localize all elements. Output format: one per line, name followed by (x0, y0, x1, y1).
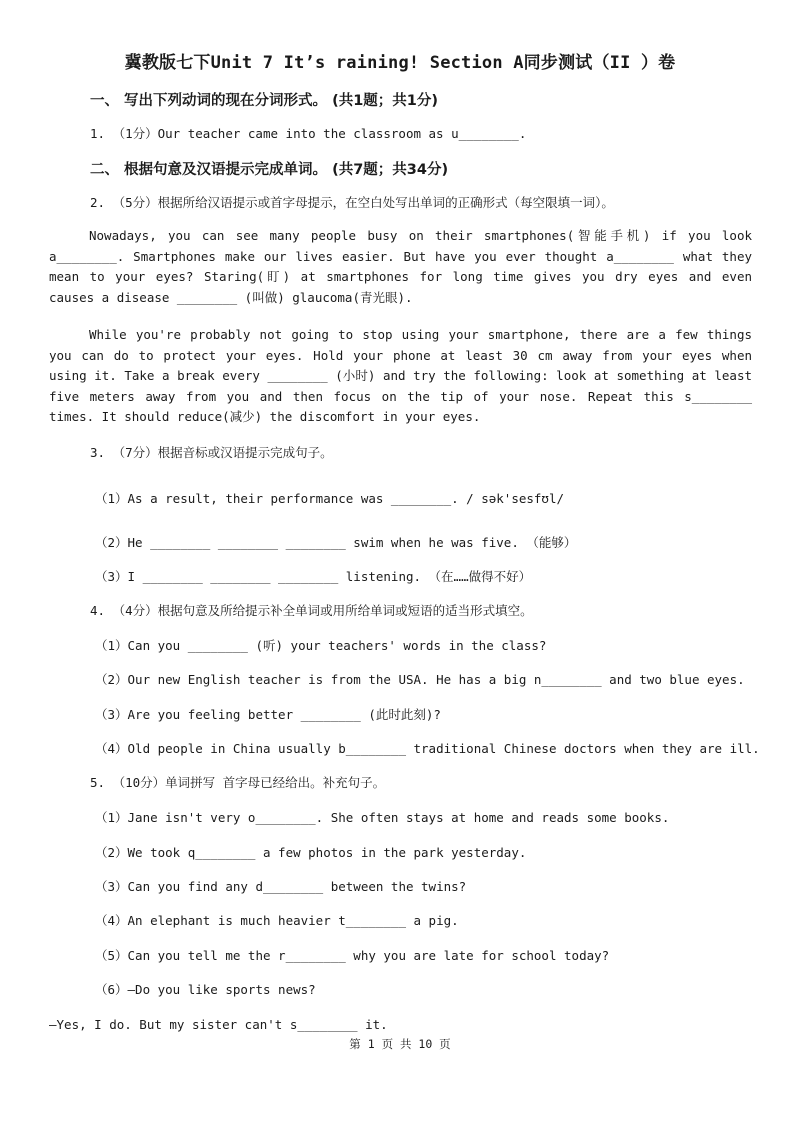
question-5-item-4: （4）An elephant is much heavier t________ a pig. (95, 913, 459, 928)
question-5-item-6: （6）—Do you like sports news? (95, 982, 316, 997)
section-heading-1: 一、 写出下列动词的现在分词形式。 (共1题；共1分) (90, 93, 439, 109)
question-4-item-4: （4）Old people in China usually b________ traditional Chinese doctors when they are ill. (95, 741, 760, 756)
question-5-item-2: （2）We took q________ a few photos in the park yesterday. (95, 845, 527, 860)
question-5-answer-line: —Yes, I do. But my sister can't s________ it. (49, 1017, 388, 1032)
question-5-item-5: （5）Can you tell me the r________ why you are late for school today? (95, 948, 610, 963)
passage-paragraph-1: Nowadays, you can see many people busy on their smartphones(智能手机) if you look a________. Smartphones make our lives easier. But have you ever thought a________ what they mean to your eyes? Staring(盯) at smartphones for long time gives you dry eyes and even causes a disease ________ (叫做) glaucoma(青光眼). (49, 228, 752, 305)
question-2-prompt: 2. （5分）根据所给汉语提示或首字母提示，在空白处写出单词的正确形式（每空限填一词）。 (90, 195, 614, 210)
passage-paragraph-2: While you're probably not going to stop using your smartphone, there are a few things you can do to protect your eyes. Hold your phone at least 30 cm away from your eyes when using it. Take a break every ________ (小时) and try the following: look at something at least five meters away from you and then focus on the tip of your nose. Repeat this s________ times. It should reduce(减少) the discomfort in your eyes. (49, 327, 752, 424)
question-3-item-1: （1）As a result, their performance was ________. / sək'sesfʊl/ (95, 491, 565, 506)
page-footer: 第 1 页 共 10 页 (349, 1037, 451, 1051)
question-3-item-2: （2）He ________ ________ ________ swim when he was five. （能够） (95, 535, 577, 550)
question-5-prompt: 5. （10分）单词拼写 首字母已经给出。补充句子。 (90, 775, 386, 790)
question-5-item-1: （1）Jane isn't very o________. She often stays at home and reads some books. (95, 810, 670, 825)
page-title: 冀教版七下Unit 7 It’s raining! Section A同步测试（II ）卷 (124, 53, 676, 73)
question-3-prompt: 3. （7分）根据音标或汉语提示完成句子。 (90, 445, 333, 460)
question-3-item-3: （3）I ________ ________ ________ listening. （在……做得不好） (95, 569, 532, 584)
question-4-item-3: （3）Are you feeling better ________ (此时此刻)? (95, 707, 441, 722)
question-4-prompt: 4. （4分）根据句意及所给提示补全单词或用所给单词或短语的适当形式填空。 (90, 603, 533, 618)
question-1: 1. （1分）Our teacher came into the classroom as u________. (90, 126, 527, 141)
question-4-item-1: （1）Can you ________ (听) your teachers' words in the class? (95, 638, 547, 653)
question-5-item-3: （3）Can you find any d________ between the twins? (95, 879, 467, 894)
question-4-item-2: （2）Our new English teacher is from the USA. He has a big n________ and two blue eyes. (95, 672, 745, 687)
section-heading-2: 二、 根据句意及汉语提示完成单词。 (共7题；共34分) (90, 162, 449, 178)
